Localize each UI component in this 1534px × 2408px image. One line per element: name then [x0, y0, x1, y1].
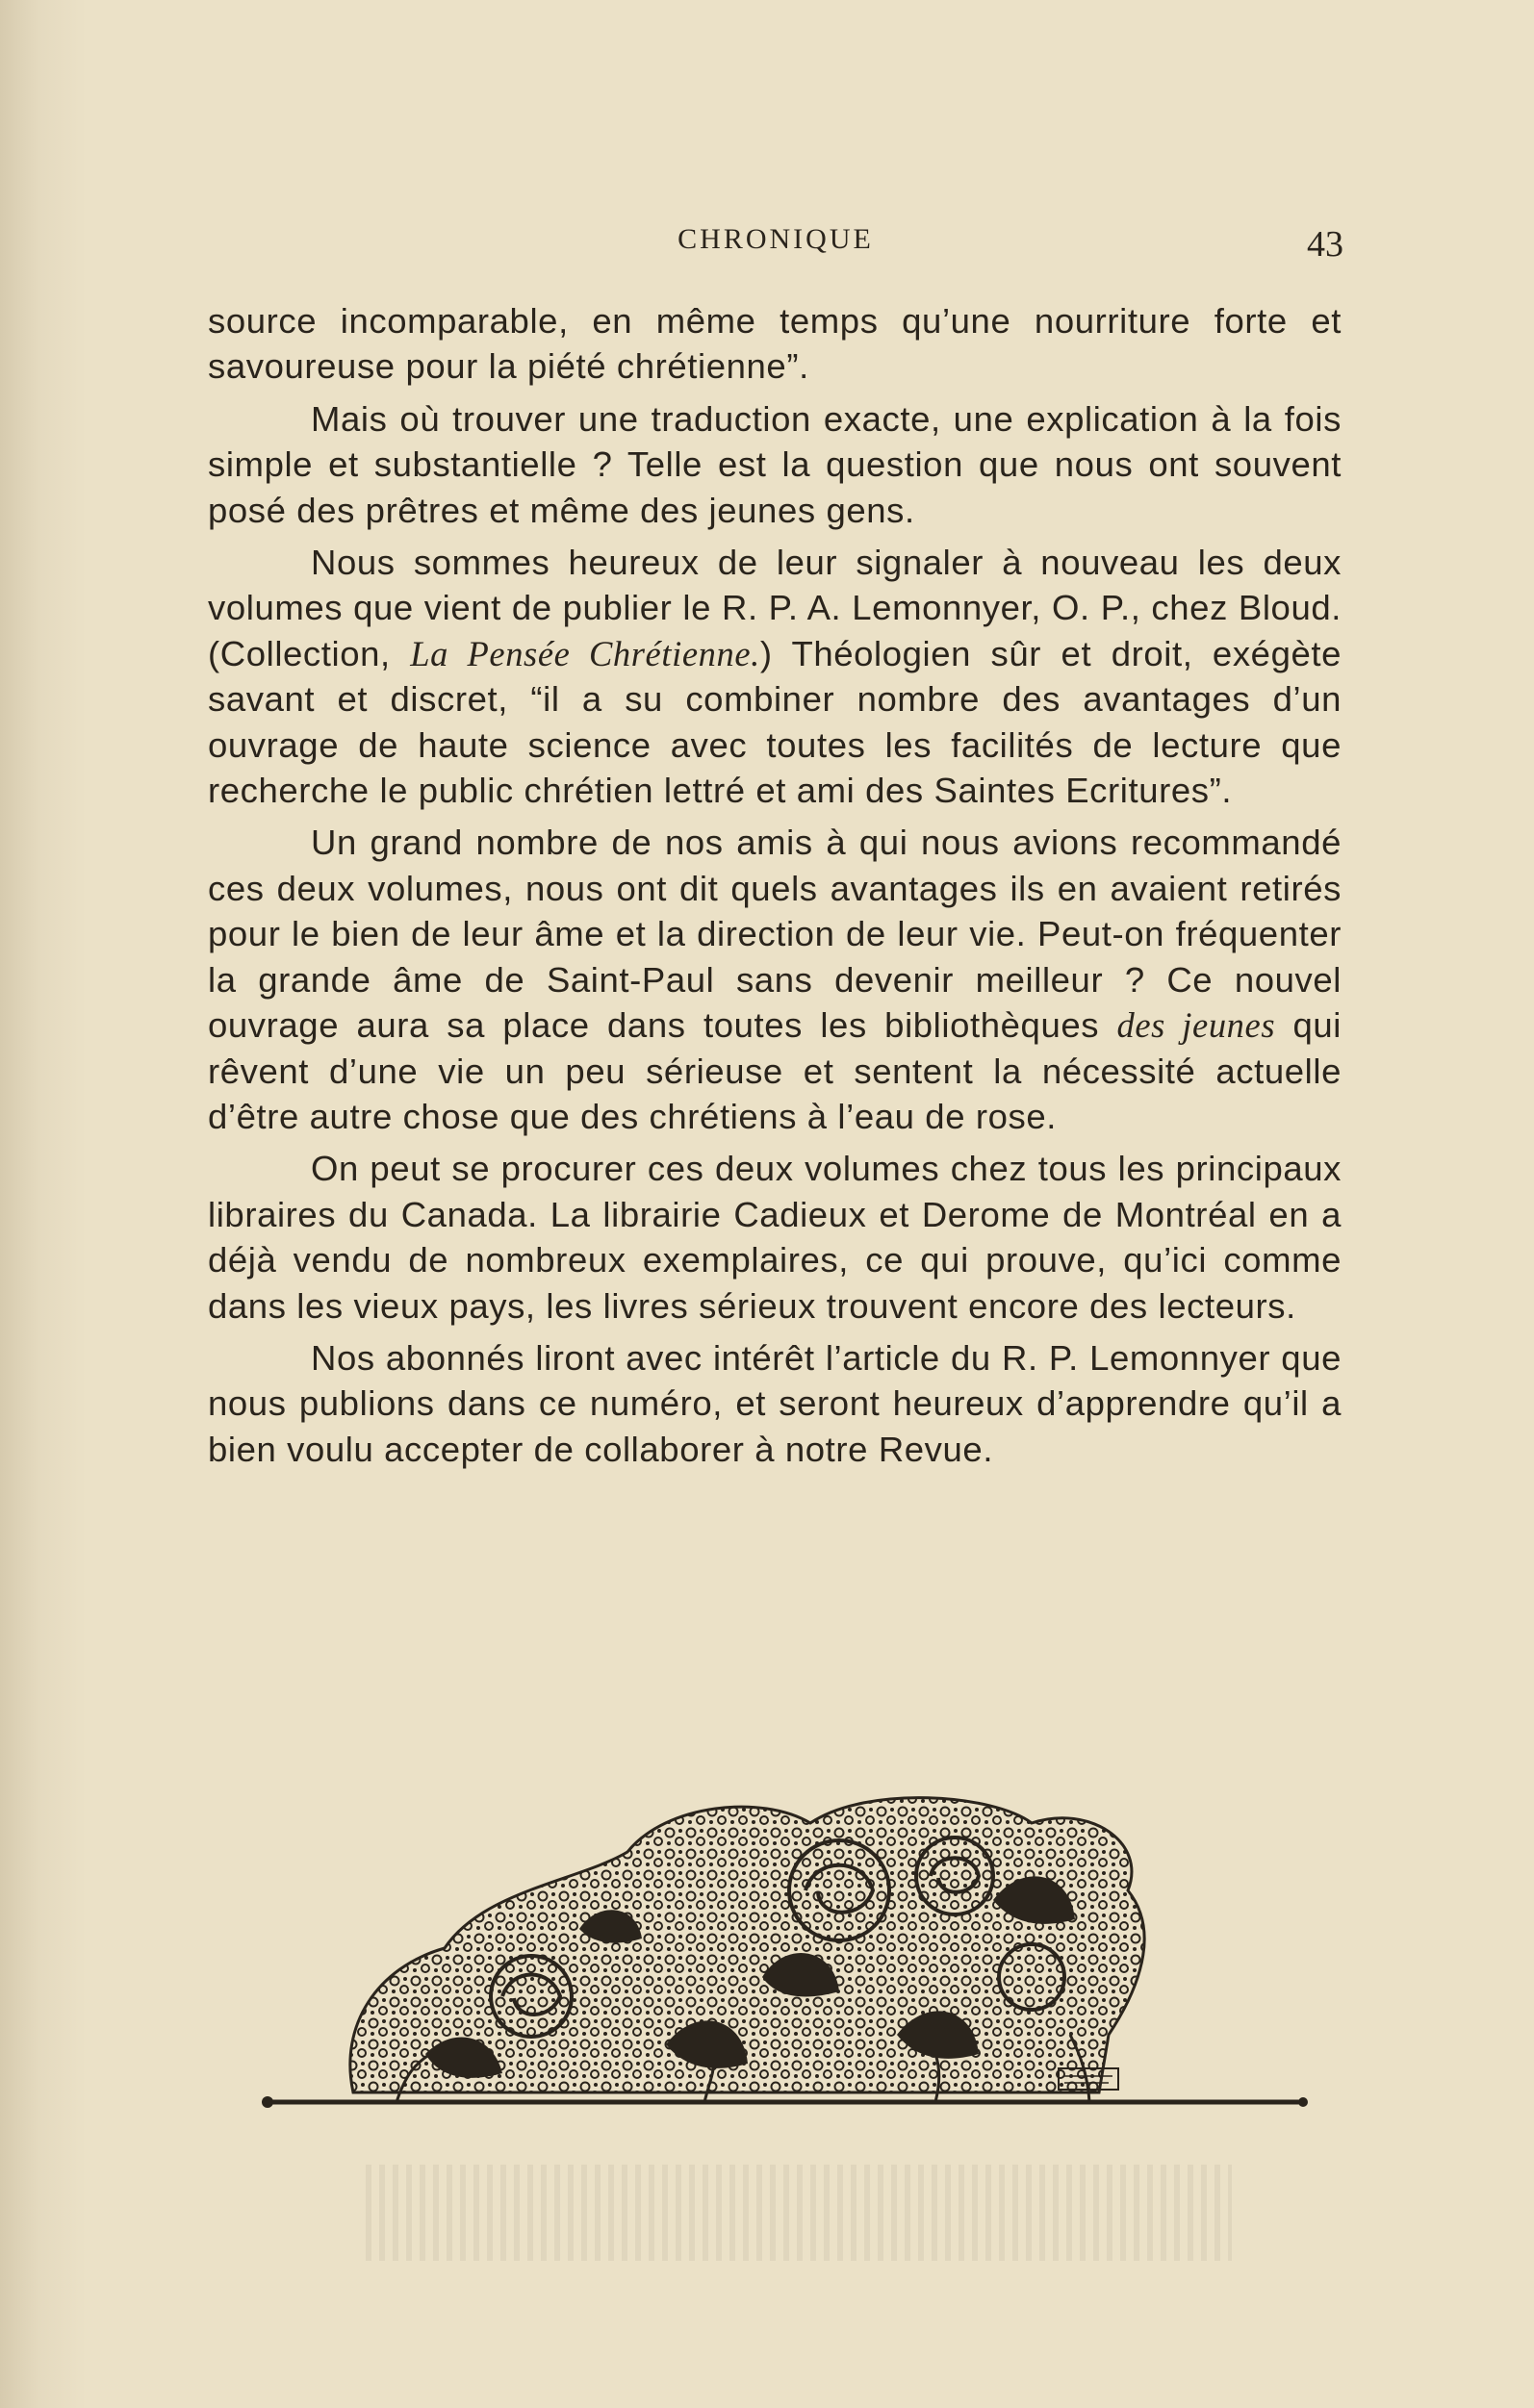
paragraph-4-part-b: qui rêvent d’une vie un peu sérieuse et sentent la nécessité actuelle d’être autre chose que des chrétiens à l’eau de rose.: [208, 1005, 1342, 1136]
emphasis-des-jeunes: des jeunes: [1116, 1005, 1276, 1046]
paragraph-4-part-a: Un grand nombre de nos amis à qui nous avions recommandé ces deux volumes, nous ont dit quels avantages ils en avaient retirés pour le bien de leur âme et la direction de leur vie. Peut-on fréquenter la grande âme de Saint-Paul sans devenir meilleur ? Ce nouvel ouvrage aura sa place dans toutes les bibliothèques: [208, 823, 1342, 1046]
bleed-through-shadow: [366, 2165, 1232, 2261]
paragraph-4: [208, 820, 1342, 1139]
body-text: [208, 298, 1342, 1472]
floral-vignette-illustration: [262, 1785, 1311, 2131]
paragraph-2: Mais où trouver une traduction exacte, une explication à la fois simple et substantielle ? Telle est la question que nous ont souvent posé des prêtres et même des jeunes gens.: [208, 398, 1342, 530]
paragraph-1: source incomparable, en même temps qu’une nourriture forte et savoureuse pour la piété chrétienne”.: [208, 301, 1342, 387]
paragraph-3-part-a: Nous sommes heureux de leur signaler à nouveau les deux volumes que vient de publier le R. P. A. Lemonnyer, O. P., chez Bloud. (Collection,: [208, 543, 1342, 673]
paragraph-3: [208, 540, 1342, 813]
running-title: CHRONIQUE: [678, 223, 874, 255]
collection-title: La Pensée Chrétienne.: [410, 633, 760, 673]
paragraph-6: Nos abonnés liront avec intérêt l’article du R. P. Lemonnyer que nous publions dans ce numéro, et seront heureux d’apprendre qu’il a bien voulu accepter de collaborer à notre Revue.: [208, 1337, 1342, 1469]
page-number: 43: [1307, 224, 1343, 265]
running-head: [208, 223, 1343, 271]
paragraph-3-part-b: ) Théologien sûr et droit, exégète savant et discret, “il a su combiner nombre des avantages d’un ouvrage de haute science avec toutes les facilités de lecture que recherche le public chrétien lettré et ami des Saintes Ecritures”.: [208, 633, 1342, 811]
paragraph-5: On peut se procurer ces deux volumes chez tous les principaux libraires du Canada. La librairie Cadieux et Derome de Montréal en a déjà vendu de nombreux exemplaires, ce qui prouve, qu’ici comme dans les vieux pays, les livres sérieux trouvent encore des lecteurs.: [208, 1149, 1342, 1326]
